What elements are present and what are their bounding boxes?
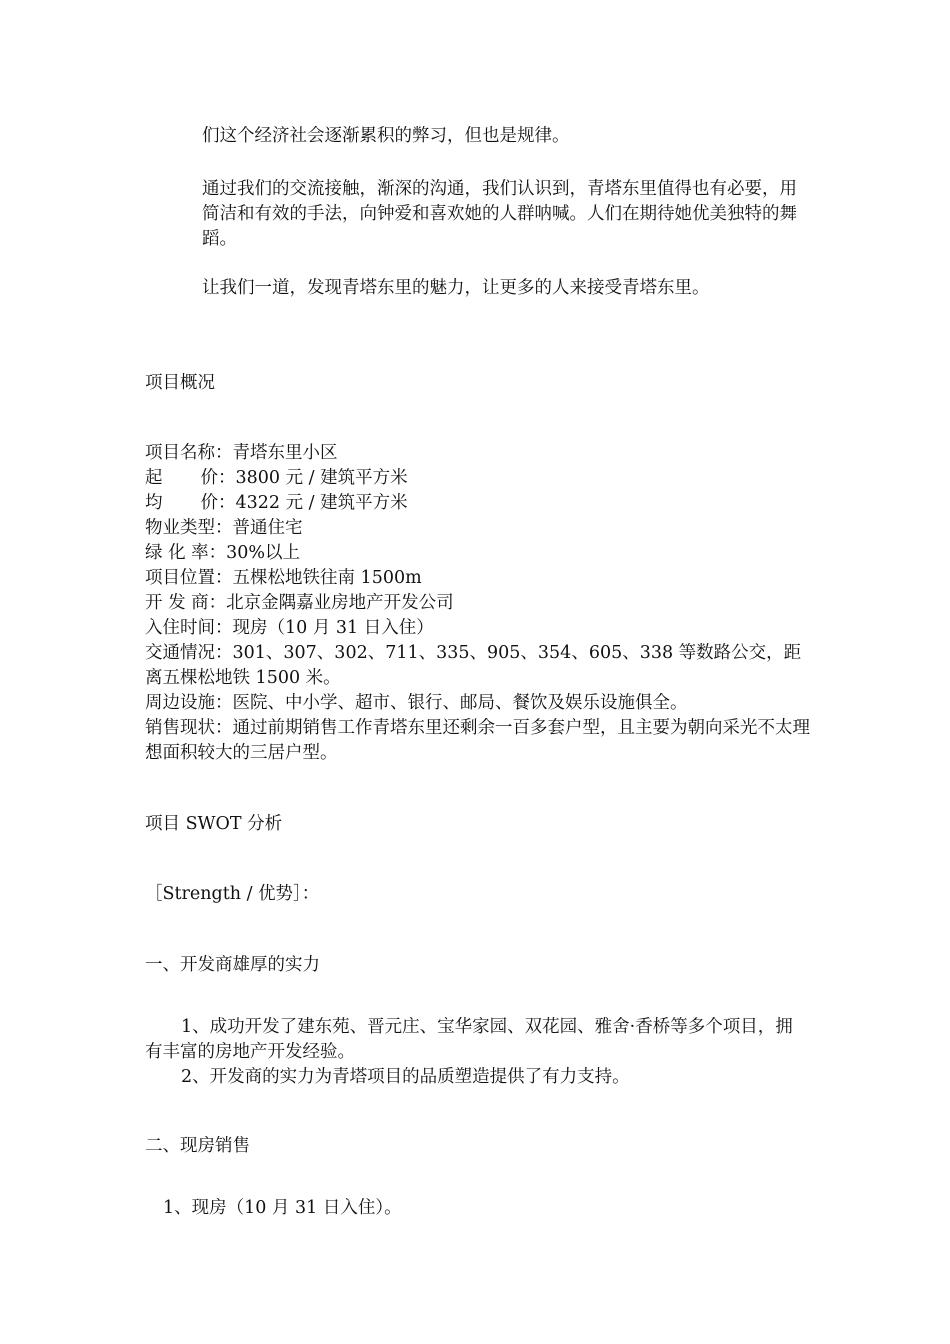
swot-heading: 项目 SWOT 分析 xyxy=(145,814,283,834)
intro-paragraph-2: 通过我们的交流接触，渐深的沟通，我们认识到，青塔东里值得也有必要，用简洁和有效的手法，向钟爱和喜欢她的人群呐喊。人们在期待她优美独特的舞蹈。 xyxy=(202,179,797,249)
overview-developer: 开 发 商：北京金隅嘉业房地产开发公司 xyxy=(145,593,454,613)
overview-start-price xyxy=(145,466,810,491)
overview-move-in: 入住时间：现房（10 月 31 日入住） xyxy=(145,618,434,638)
overview-project-name: 项目名称：青塔东里小区 xyxy=(145,443,338,463)
overview-facilities: 周边设施：医院、中小学、超市、银行、邮局、餐饮及娱乐设施俱全。 xyxy=(145,693,688,713)
section1-item-2: 2、开发商的实力为青塔项目的品质塑造提供了有力支持。 xyxy=(181,1067,630,1087)
avg-price-label: 均 xyxy=(145,493,163,513)
intro-paragraph-3: 让我们一道，发现青塔东里的魅力，让更多的人来接受青塔东里。 xyxy=(202,278,710,298)
overview-heading: 项目概况 xyxy=(145,373,215,393)
strength-heading: ［Strength / 优势］： xyxy=(145,884,320,904)
avg-price-value: 价：4322 元 / 建筑平方米 xyxy=(200,493,408,513)
start-price-value: 价：3800 元 / 建筑平方米 xyxy=(200,468,408,488)
section2-item-1: 1、现房（10 月 31 日入住）。 xyxy=(163,1198,402,1218)
overview-location: 项目位置：五棵松地铁往南 1500m xyxy=(145,568,422,588)
intro-paragraph-1: 们这个经济社会逐渐累积的弊习，但也是规律。 xyxy=(202,126,570,146)
start-price-label: 起 xyxy=(145,468,163,488)
section2-title: 二、现房销售 xyxy=(145,1136,250,1156)
overview-green-rate: 绿 化 率：30%以上 xyxy=(145,543,301,563)
section1-item-1: 1、成功开发了建东苑、晋元庄、宝华家园、双花园、雅舍·香桥等多个项目，拥有丰富的房地产开发经验。 xyxy=(145,1017,793,1062)
overview-sales-status: 销售现状：通过前期销售工作青塔东里还剩余一百多套户型，且主要为朝向采光不太理想面积较大的三居户型。 xyxy=(145,718,810,763)
overview-traffic: 交通情况：301、307、302、711、335、905、354、605、338 等数路公交，距离五棵松地铁 1500 米。 xyxy=(145,643,802,688)
overview-property-type: 物业类型：普通住宅 xyxy=(145,518,303,538)
section1-title: 一、开发商雄厚的实力 xyxy=(145,955,320,975)
overview-avg-price xyxy=(145,491,810,516)
